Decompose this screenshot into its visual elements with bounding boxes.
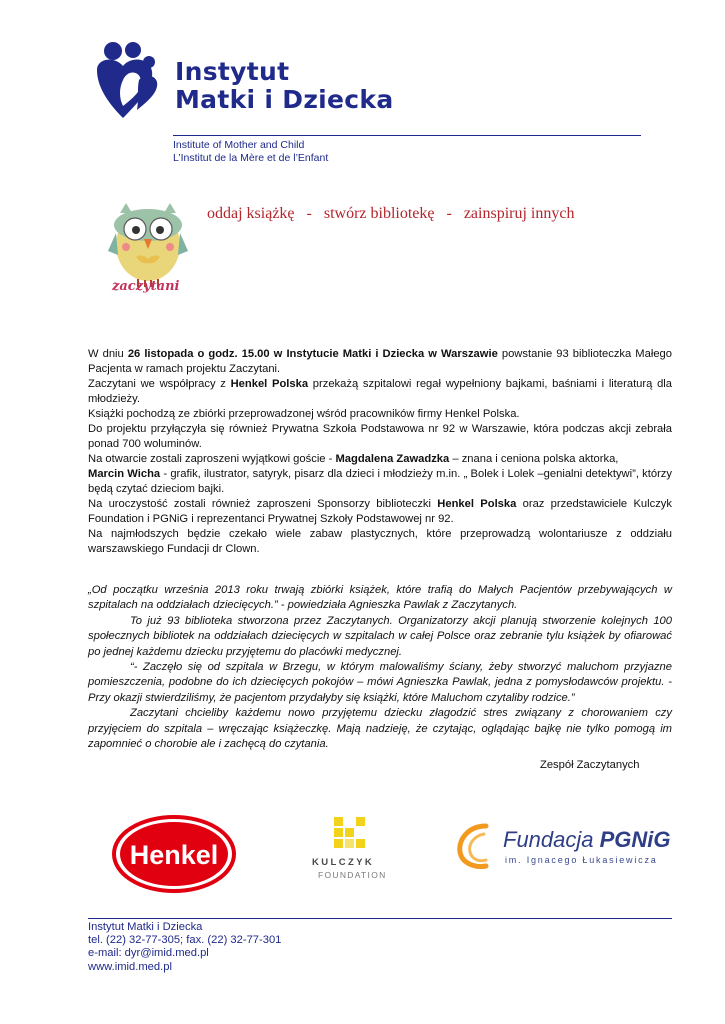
footer-divider: [88, 918, 672, 919]
paragraph-5: [88, 452, 672, 467]
pgnig-subtitle: im. Ignacego Łukasiewicza: [505, 855, 658, 865]
pgnig-name-part-1: Fundacja: [503, 827, 600, 852]
header-divider: [173, 135, 641, 136]
quote-section: [88, 583, 672, 752]
text-run: W dniu: [88, 348, 128, 360]
logo-line-2: Matki i Dziecka: [175, 85, 394, 114]
institute-logo-text: [175, 58, 394, 114]
quote-paragraph-2: To już 93 biblioteka stworzona przez Zaczytanych. Organizatorzy akcji planują stworzenie kolejnych 100 społecznych bibliotek na oddziałach dziecięcych w szpitalach w całej Polsce oraz zebranie tylu książek by ofiarować po jednej każdemu dziecku przyjętemu do placówki medycznej.: [88, 614, 672, 658]
press-release-body: [88, 347, 672, 557]
pgnig-foundation-name: [503, 827, 671, 853]
text-run: – znana i ceniona polska aktorka,: [449, 453, 619, 465]
bold-run: Magdalena Zawadzka: [335, 453, 450, 465]
footer-org: Instytut Matki i Dziecka: [88, 921, 203, 933]
paragraph-6: [88, 467, 672, 497]
signature: Zespół Zaczytanych: [540, 759, 640, 771]
bold-run: Henkel Polska: [437, 498, 517, 510]
quote-paragraph-4: Zaczytani chcieliby każdemu nowo przyjętemu dziecku złagodzić stres związany z chorowaniem czy przyjęciem do szpitala – wręczając książeczkę. Mają nadzieję, że czytając, oglądając bajkę nie tylko pomogą im zapomnieć o chorobie ale i zachęcą do czytania.: [88, 707, 672, 751]
quote-paragraph-3: “- Zaczęło się od szpitala w Brzegu, w którym malowaliśmy ściany, żeby stworzyć maluchom przyjazne pomieszczenia, podobne do ich dziecięcych pokojów – mówi Agnieszka Pawlak, jedna z pomysłodawców projektu. - Przy okazji stwierdziliśmy, że pacjentom przydałyby się książki, które Maluchom czytaliby rodzice.”: [88, 661, 672, 704]
paragraph-7: [88, 497, 672, 527]
bold-run: Henkel Polska: [230, 378, 309, 390]
text-run: powstanie 93 biblioteczka Małego Pacjenta w ramach projektu Zaczytani.: [88, 348, 672, 375]
text-run: Na uroczystość zostali również zaproszeni Sponsorzy biblioteczki: [88, 498, 438, 510]
text-run: oraz przedstawiciele Kulczyk Foundation i PGNiG i reprezentanci Prywatnej Szkoły Podstawowej nr 92.: [88, 498, 672, 525]
campaign-slogan: oddaj książkę - stwórz bibliotekę - zainspiruj innych: [207, 205, 575, 222]
text-run: przekażą szpitalowi regał wypełniony bajkami, baśniami i literaturą dla młodzieży.: [88, 378, 672, 405]
paragraph-3: Książki pochodzą ze zbiórki przeprowadzonej wśród pracowników firmy Henkel Polska.: [88, 408, 520, 420]
henkel-logo: [112, 815, 237, 893]
pgnig-name-part-2: PGNiG: [599, 827, 671, 852]
paragraph-1: [88, 347, 672, 377]
subtitle-en: Institute of Mother and Child: [173, 139, 305, 151]
subtitle-fr: L’Institut de la Mère et de l’Enfant: [173, 152, 329, 164]
institute-subtitle: [173, 139, 328, 165]
text-run: Zaczytani we współpracy z: [88, 378, 231, 390]
kulczyk-subtitle: FOUNDATION: [318, 870, 387, 880]
footer-email[interactable]: e-mail: dyr@imid.med.pl: [88, 947, 209, 960]
paragraph-2: [88, 377, 672, 407]
footer-website[interactable]: www.imid.med.pl: [88, 960, 172, 973]
zaczytani-brand-text: zaczytani: [112, 279, 180, 294]
imid-logo-icon: [93, 40, 171, 122]
kulczyk-name: KULCZYK: [312, 857, 375, 868]
logo-line-1: Instytut: [175, 57, 290, 86]
text-run: Na otwarcie zostali zaproszeni wyjątkowi goście -: [88, 453, 336, 465]
bold-run: 26 listopada o godz. 15.00 w Instytucie Matki i Dziecka w Warszawie: [127, 348, 498, 360]
henkel-logo-text: Henkel: [129, 840, 219, 870]
bold-run: Marcin Wicha: [88, 468, 161, 480]
footer-phone: tel. (22) 32-77-305; fax. (22) 32-77-301: [88, 934, 282, 947]
text-run: - grafik, ilustrator, satyryk, pisarz dla dzieci i młodzieży m.in. „ Bolek i Lolek –genialni detektywi”, którzy będą czytać dzieciom bajki.: [88, 468, 672, 495]
paragraph-8: Na najmłodszych będzie czekało wiele zabaw plastycznych, które przeprowadzą wolontariusze z oddziału warszawskiego Fundacji dr Clown.: [88, 528, 672, 555]
paragraph-4: Do projektu przyłączyła się również Prywatna Szkoła Podstawowa nr 92 w Warszawie, która podczas akcji zebrała ponad 700 woluminów.: [88, 423, 672, 450]
quote-paragraph-1: „Od początku września 2013 roku trwają zbiórki książek, które trafią do Małych Pacjentów przebywających w szpitalach na oddziałach dziecięcych.” - powiedziała Agnieszka Pawlak z Zaczytanych.: [88, 584, 672, 612]
footer-contact: [88, 921, 281, 974]
